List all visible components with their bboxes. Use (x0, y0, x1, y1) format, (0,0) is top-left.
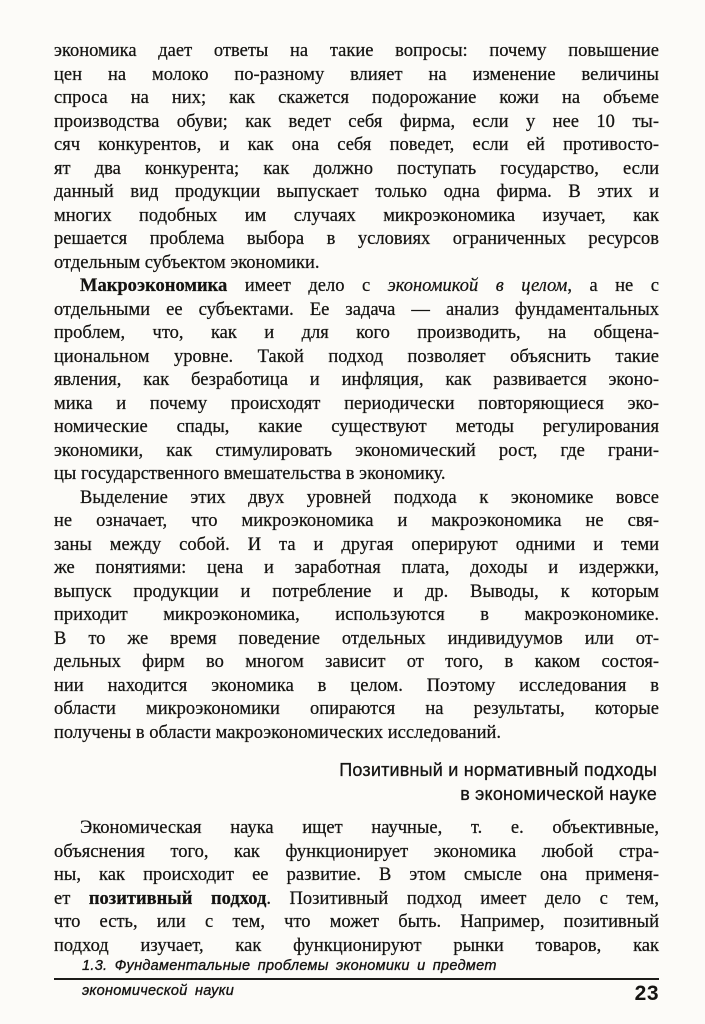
body-paragraph (54, 40, 659, 275)
text-segment: решается проблема выбора в условиях ограниченных ресурсов (54, 229, 659, 249)
text-line (54, 628, 659, 652)
italic-term: экономикой в целом (387, 276, 568, 296)
text-line (54, 111, 659, 135)
text-line (54, 87, 659, 111)
text-segment: . Позитивный подход имеет дело с тем, (266, 888, 660, 909)
text-segment: ят два конкурента; как должно поступать государство, если (54, 158, 659, 179)
text-segment: области микроэкономики опираются на результаты, которые (54, 699, 659, 719)
text-line (54, 463, 659, 487)
text-line (54, 651, 659, 675)
text-line (54, 252, 659, 276)
footer-row (54, 980, 659, 1004)
text-line (54, 698, 659, 722)
text-line (54, 935, 659, 959)
text-line (54, 604, 659, 628)
text-segment: ет (54, 888, 89, 909)
text-segment: экономики, как стимулировать экономический рост, где грани- (54, 440, 659, 461)
text-segment: ны, как происходит ее развитие. В этом смысле она применя- (54, 865, 659, 885)
section-heading (54, 758, 657, 806)
page-content (54, 40, 659, 958)
text-line (54, 322, 659, 346)
text-segment: циональном уровне. Такой подход позволяет объяснить такие (54, 346, 659, 367)
text-line (54, 228, 659, 252)
text-segment: отдельными ее субъектами. Ее задача — анализ фундаментальных (54, 299, 659, 320)
text-segment: данный вид продукции выпускает только одна фирма. В этих и (54, 182, 659, 202)
body-paragraph (54, 487, 659, 746)
text-line (54, 158, 659, 182)
text-segment: заны между собой. И та и другая оперируют одними и теми (54, 534, 659, 555)
text-line (54, 722, 659, 746)
text-segment: не означает, что микроэкономика и макроэкономика не свя- (54, 511, 659, 531)
text-segment: многих подобных им случаях микроэкономика изучает, как (54, 205, 659, 226)
text-segment: подход изучает, как функционируют рынки товаров, как (54, 935, 659, 956)
text-line (54, 299, 659, 323)
text-line (54, 181, 659, 205)
text-line (54, 581, 659, 605)
bold-term: позитивный подход (88, 888, 267, 909)
text-line (54, 64, 659, 88)
bold-term: Макроэкономика (80, 276, 228, 296)
text-line (54, 416, 659, 440)
text-segment: же понятиями: цена и заработная плата, доходы и издержки, (54, 558, 659, 578)
text-line (54, 205, 659, 229)
text-line (54, 510, 659, 534)
text-segment: спроса на них; как скажется подорожание кожи на объеме (54, 88, 659, 108)
text-segment: В то же время поведение отдельных индивидуумов или от- (54, 628, 659, 649)
text-line (54, 134, 659, 158)
text-segment: мика и почему происходят периодически повторяющиеся эко- (54, 393, 659, 414)
text-line (54, 275, 659, 299)
text-segment: нии находится экономика в целом. Поэтому исследования в (54, 675, 659, 696)
text-segment: явления, как безработица и инфляция, как развивается эконо- (54, 370, 659, 390)
text-segment: объяснения того, как функционирует экономика любой стра- (54, 841, 659, 862)
text-segment: Экономическая наука ищет научные, т. е. объективные, (80, 818, 659, 838)
section-heading-line: Позитивный и нормативный подходы (339, 760, 657, 780)
text-segment: , а не с (567, 276, 659, 296)
running-title-line1: 1.3. Фундаментальные проблемы экономики и предмет (82, 958, 497, 974)
text-segment: получены в области макроэкономических исследований. (54, 722, 501, 743)
text-segment: сяч конкурентов, и как она себя поведет, если ей противосто- (54, 135, 659, 155)
text-segment: Выделение этих двух уровней подхода к экономике вовсе (80, 487, 659, 508)
text-line (54, 487, 659, 511)
page-number: 23 (634, 982, 659, 1005)
text-line (54, 346, 659, 370)
text-line (54, 557, 659, 581)
text-line (54, 841, 659, 865)
text-line (54, 369, 659, 393)
text-line (54, 864, 659, 888)
text-segment: отдельным субъектом экономики. (54, 252, 320, 273)
text-segment: проблем, что, как и для кого производить, на общена- (54, 323, 659, 343)
text-segment: имеет дело с (227, 276, 388, 296)
text-line (54, 888, 659, 912)
text-segment: цен на молоко по-разному влияет на изменение величины (54, 64, 659, 85)
running-title-line2: экономической науки (82, 983, 235, 999)
text-segment: дельных фирм во многом зависит от того, в каком состоя- (54, 652, 659, 672)
text-segment: выпуск продукции и потребление и др. Выводы, к которым (54, 581, 659, 602)
text-segment: приходит микроэкономика, используются в макроэкономике. (54, 605, 659, 625)
text-line (54, 817, 659, 841)
page-footer (54, 958, 659, 1004)
text-line (54, 911, 659, 935)
text-segment: цы государственного вмешательства в экономику. (54, 464, 446, 484)
body-paragraph (54, 817, 659, 958)
text-line (54, 534, 659, 558)
text-segment: экономика дает ответы на такие вопросы: почему повышение (54, 41, 659, 61)
text-segment: что есть, или с тем, что может быть. Например, позитивный (54, 912, 659, 932)
text-segment: производства обуви; как ведет себя фирма, если у нее 10 ты- (54, 111, 659, 132)
text-line (54, 675, 659, 699)
text-line (54, 40, 659, 64)
body-paragraph (54, 275, 659, 487)
section-heading-line: в экономической науке (460, 784, 657, 804)
text-segment: номические спады, какие существуют методы регулирования (54, 417, 659, 437)
text-line (54, 440, 659, 464)
text-line (54, 393, 659, 417)
